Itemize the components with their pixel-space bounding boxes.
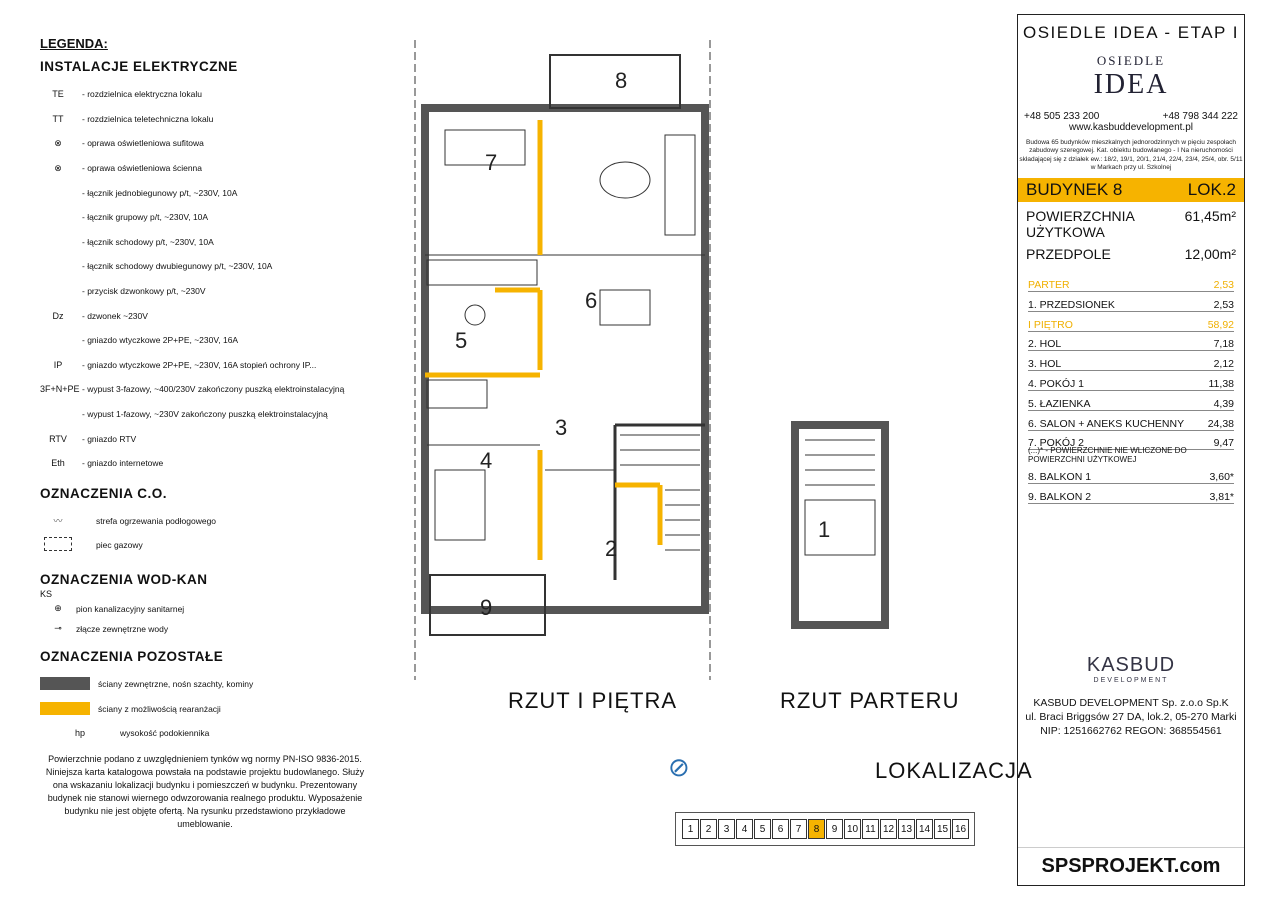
area-row: 4. POKÓJ 1 11,38	[1028, 371, 1234, 391]
ks-label: KS	[40, 588, 53, 599]
lot-14: 14	[916, 819, 933, 839]
lot-1: 1	[682, 819, 699, 839]
room-1-label: 1	[818, 517, 831, 542]
legend-row: Dz - dzwonek ~230V	[40, 303, 370, 328]
legend	[40, 36, 370, 831]
upper-floor-title: RZUT I PIĘTRA	[508, 688, 678, 713]
electrical-symbol-icon: RTV	[49, 433, 67, 444]
legend-title: LEGENDA:	[40, 36, 108, 51]
other-title: OZNACZENIA POZOSTAŁE	[40, 648, 224, 664]
legend-row: - łącznik jednobiegunowy p/t, ~230V, 10A	[82, 187, 238, 198]
area-row: 8. BALKON 1 3,60*	[1028, 464, 1234, 484]
legend-row: RTV - gniazdo RTV	[40, 426, 370, 451]
lot-15: 15	[934, 819, 951, 839]
lot-9: 9	[826, 819, 843, 839]
rearrangeable-wall-swatch	[40, 702, 90, 715]
info-panel	[1017, 14, 1245, 886]
electrical-symbol-icon: Dz	[52, 310, 64, 321]
lot-5: 5	[754, 819, 771, 839]
wk-title: OZNACZENIA WOD-KAN	[40, 571, 208, 587]
room-6-label: 6	[585, 288, 598, 313]
panel-header: OSIEDLE IDEA - ETAP I	[1022, 23, 1240, 42]
legend-row: TT - rozdzielnica teletechniczna lokalu	[40, 107, 370, 132]
legend-row: ⊸ złącze zewnętrzne wody	[40, 619, 370, 639]
legend-notes: Powierzchnie podano z uwzględnieniem tynków wg normy PN-ISO 9836-2015. Niniejsza karta katalogowa powstała na podstawie projektu budowlanego. Służy ona wskazaniu lokalizacji budynku i pomieszczeń w budynku. Prezentowany budynek nie stanowi wiernego odwzorowania realnego produktu. Wyposażenie budynku nie jest objęte ofertą. Na rysunku przedstawiono przykładowe umeblowanie.	[45, 754, 365, 830]
website-link[interactable]: www.kasbuddevelopment.pl	[1069, 122, 1193, 133]
legend-row: TE - rozdzielnica elektryczna lokalu	[40, 82, 370, 107]
idea-logo: OSIEDLE IDEA	[1093, 53, 1169, 100]
legend-row: - łącznik schodowy dwubiegunowy p/t, ~230V, 10A	[82, 261, 273, 272]
legend-row: ściany z możliwością rearanżacji	[40, 696, 370, 721]
area-row: 7. POKÓJ 2 9,47	[1028, 431, 1234, 451]
company-info: KASBUD DEVELOPMENT Sp. z.o.o Sp.K ul. Braci Briggsów 27 DA, lok.2, 05-270 Marki NIP: 1251662762 REGON: 368554561	[1025, 696, 1237, 737]
area-row: 6. SALON + ANEKS KUCHENNY 24,38	[1028, 411, 1234, 431]
lot-3: 3	[718, 819, 735, 839]
electrical-title: INSTALACJE ELEKTRYCZNE	[40, 59, 238, 74]
room-2-label: 2	[605, 536, 618, 561]
area-row: 5. ŁAZIENKA 4,39	[1028, 391, 1234, 411]
legend-row: ⊕ pion kanalizacyjny sanitarnej	[40, 599, 370, 619]
area-row: PARTER 2,53	[1028, 272, 1234, 292]
usable-area-row: POWIERZCHNIA UŻYTKOWA 61,45m²	[1026, 208, 1236, 241]
kasbud-logo: KASBUD DEVELOPMENT	[1086, 653, 1176, 684]
co-title: OZNACZENIA C.O.	[40, 485, 167, 501]
legend-row: ściany zewnętrzne, nośn szachty, kominy	[40, 672, 370, 697]
area-row: I PIĘTRO 58,92	[1028, 312, 1234, 332]
contact-phones	[1018, 111, 1244, 122]
room-7-label: 7	[485, 150, 498, 175]
legend-row: 〰 strefa ogrzewania podłogowego	[40, 509, 370, 534]
electrical-symbol-icon: 3F+N+PE	[40, 384, 80, 395]
legend-row: - przycisk dzwonkowy p/t, ~230V	[82, 286, 206, 297]
legend-row: Eth - gniazdo internetowe	[40, 451, 370, 476]
legend-row: - wypust 1-fazowy, ~230V zakończony puszką elektroinstalacyjną	[82, 409, 328, 420]
area-row: 3. HOL 2,12	[1028, 351, 1234, 371]
project-description: Budowa 65 budynków mieszkalnych jednorodzinnych w pięciu zespołach zabudowy szeregowej. Kat. obiektu budowlanego - I Na nieruchomości składającej się z działek ew.: 18/2, 19/1, 20/1, 21/4, 22/4, 23/4, 25/4, obr. 5/11 w Markach przy ul. Szkolnej	[1019, 139, 1243, 171]
area-row: 1. PRZEDSIONEK 2,53	[1028, 292, 1234, 312]
electrical-list	[40, 82, 370, 476]
lot-13: 13	[898, 819, 915, 839]
area-row: 9. BALKON 2 3,81*	[1028, 484, 1234, 504]
front-area-row: PRZEDPOLE 12,00m²	[1026, 246, 1236, 263]
electrical-symbol-icon: TE	[52, 89, 64, 100]
gas-boiler-icon	[40, 537, 76, 553]
legend-row: - gniazdo wtyczkowe 2P+PE, ~230V, 16A	[82, 335, 239, 346]
lot-4: 4	[736, 819, 753, 839]
legend-row: - łącznik grupowy p/t, ~230V, 10A	[82, 212, 209, 223]
legend-row: ⊗ - oprawa oświetleniowa ścienna	[40, 156, 370, 181]
external-wall-swatch	[40, 677, 90, 690]
floor-plan	[405, 40, 1005, 680]
legend-row: ⊗ - oprawa oświetleniowa sufitowa	[40, 131, 370, 156]
room-5-label: 5	[455, 328, 468, 353]
electrical-symbol-icon: ⊗	[54, 162, 62, 173]
lot-7: 7	[790, 819, 807, 839]
room-4-label: 4	[480, 448, 493, 473]
area-row: 2. HOL 7,18	[1028, 332, 1234, 352]
water-connection-icon: ⊸	[54, 623, 62, 634]
legend-row: - łącznik schodowy p/t, ~230V, 10A	[82, 236, 214, 247]
phone-1: +48 505 233 200	[1024, 111, 1100, 122]
location-map	[675, 812, 975, 846]
room-3-label: 3	[555, 415, 568, 440]
lot-6: 6	[772, 819, 789, 839]
building-label: BUDYNEK 8	[1026, 180, 1123, 200]
building-bar	[1018, 178, 1244, 202]
lot-8: 8	[808, 819, 825, 839]
drain-pipe-icon: ⊕	[54, 603, 62, 614]
electrical-symbol-icon: IP	[53, 359, 63, 370]
electrical-symbol-icon: ⊗	[54, 137, 62, 148]
location-title: LOKALIZACJA	[875, 758, 1033, 783]
lot-16: 16	[952, 819, 969, 839]
area-table	[1018, 272, 1244, 504]
phone-2: +48 798 344 222	[1162, 111, 1238, 122]
lot-10: 10	[844, 819, 861, 839]
spsprojekt-logo: SPSPROJEKT.com	[1018, 847, 1244, 885]
unit-label: LOK.2	[1187, 180, 1236, 200]
legend-row: piec gazowy	[40, 533, 370, 558]
legend-row: hp wysokość podokiennika	[74, 728, 210, 739]
electrical-symbol-icon: TT	[52, 113, 64, 124]
ground-floor-title: RZUT PARTERU	[780, 688, 960, 713]
legend-row: IP - gniazdo wtyczkowe 2P+PE, ~230V, 16A stopień ochrony IP...	[40, 353, 370, 378]
compass-icon: ⊘	[668, 752, 690, 782]
room-9-label: 9	[480, 595, 493, 620]
floor-heating-icon: 〰	[53, 516, 63, 527]
lot-12: 12	[880, 819, 897, 839]
legend-row: 3F+N+PE - wypust 3-fazowy, ~400/230V zakończony puszką elektroinstalacyjną	[40, 384, 345, 395]
lot-11: 11	[862, 819, 879, 839]
electrical-symbol-icon: Eth	[51, 458, 65, 469]
area-note: (...)* - POWIERZCHNIE NIE WLICZONE DO POWIERZCHNI UŻYTKOWEJ	[1028, 446, 1187, 465]
room-8-label: 8	[615, 68, 628, 93]
lot-2: 2	[700, 819, 717, 839]
